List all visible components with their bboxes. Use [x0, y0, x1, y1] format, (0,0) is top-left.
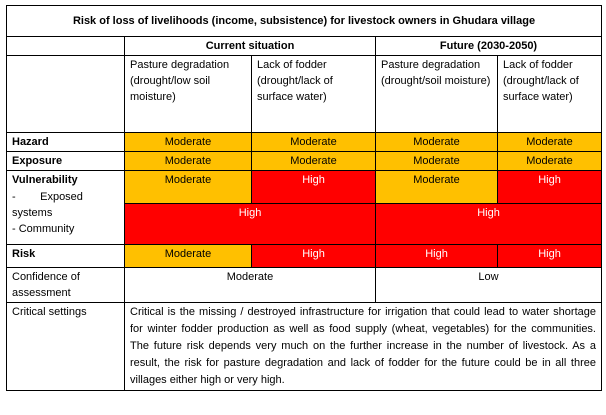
empty-label-cell: [7, 56, 125, 133]
confidence-current: Moderate: [125, 268, 376, 303]
risk-current-pasture: Moderate: [125, 245, 252, 268]
group-header-row: [7, 37, 602, 56]
exposure-future-fodder: Moderate: [498, 152, 602, 171]
hazard-future-pasture: Moderate: [376, 133, 498, 152]
empty-corner-cell: [7, 37, 125, 56]
risk-future-pasture: High: [376, 245, 498, 268]
future-header: Future (2030-2050): [376, 37, 602, 56]
hazard-current-pasture: Moderate: [125, 133, 252, 152]
vulnerability-row: [7, 171, 602, 204]
vulnerability-future-fodder: High: [498, 171, 602, 204]
future-fodder-header: Lack of fodder (drought/lack of surface water): [498, 56, 602, 133]
critical-row: [7, 303, 602, 391]
vulnerability-exposed-label: - Exposed: [12, 191, 83, 203]
risk-current-fodder: High: [252, 245, 376, 268]
critical-text: Critical is the missing / destroyed infrastructure for irrigation that could lead to water shortage for winter fodder production as well as food supply (wheat, vegetables) for the communities. The future risk depends very much on the further increase in the number of livestock. As a result, the risk for pasture degradation and lack of fodder for the future could be in all three villages either high or very high.: [125, 303, 602, 391]
future-pasture-header: Pasture degradation (drought/soil moisture): [376, 56, 498, 133]
community-future: High: [376, 204, 602, 245]
exposure-row: [7, 152, 602, 171]
exposure-current-pasture: Moderate: [125, 152, 252, 171]
hazard-future-fodder: Moderate: [498, 133, 602, 152]
hazard-label: Hazard: [7, 133, 125, 152]
confidence-row: [7, 268, 602, 303]
vulnerability-current-pasture: Moderate: [125, 171, 252, 204]
current-fodder-header: Lack of fodder (drought/lack of surface water): [252, 56, 376, 133]
exposure-future-pasture: Moderate: [376, 152, 498, 171]
hazard-current-fodder: Moderate: [252, 133, 376, 152]
confidence-future: Low: [376, 268, 602, 303]
current-pasture-header: Pasture degradation (drought/low soil moisture): [125, 56, 252, 133]
table-title: Risk of loss of livelihoods (income, subsistence) for livestock owners in Ghudara village: [7, 6, 602, 37]
risk-future-fodder: High: [498, 245, 602, 268]
risk-table: [6, 5, 602, 391]
community-current: High: [125, 204, 376, 245]
vulnerability-current-fodder: High: [252, 171, 376, 204]
vulnerability-future-pasture: Moderate: [376, 171, 498, 204]
vulnerability-community-label: - Community: [12, 223, 75, 235]
title-row: [7, 6, 602, 37]
vulnerability-label-cell: [7, 171, 125, 245]
exposure-label: Exposure: [7, 152, 125, 171]
exposure-current-fodder: Moderate: [252, 152, 376, 171]
sub-header-row: [7, 56, 602, 133]
vulnerability-systems-label: systems: [12, 207, 53, 219]
current-situation-header: Current situation: [125, 37, 376, 56]
risk-label: Risk: [7, 245, 125, 268]
hazard-row: [7, 133, 602, 152]
vulnerability-label: Vulnerability: [12, 174, 78, 186]
risk-row: [7, 245, 602, 268]
confidence-label: Confidence of assessment: [7, 268, 125, 303]
critical-label: Critical settings: [7, 303, 125, 391]
